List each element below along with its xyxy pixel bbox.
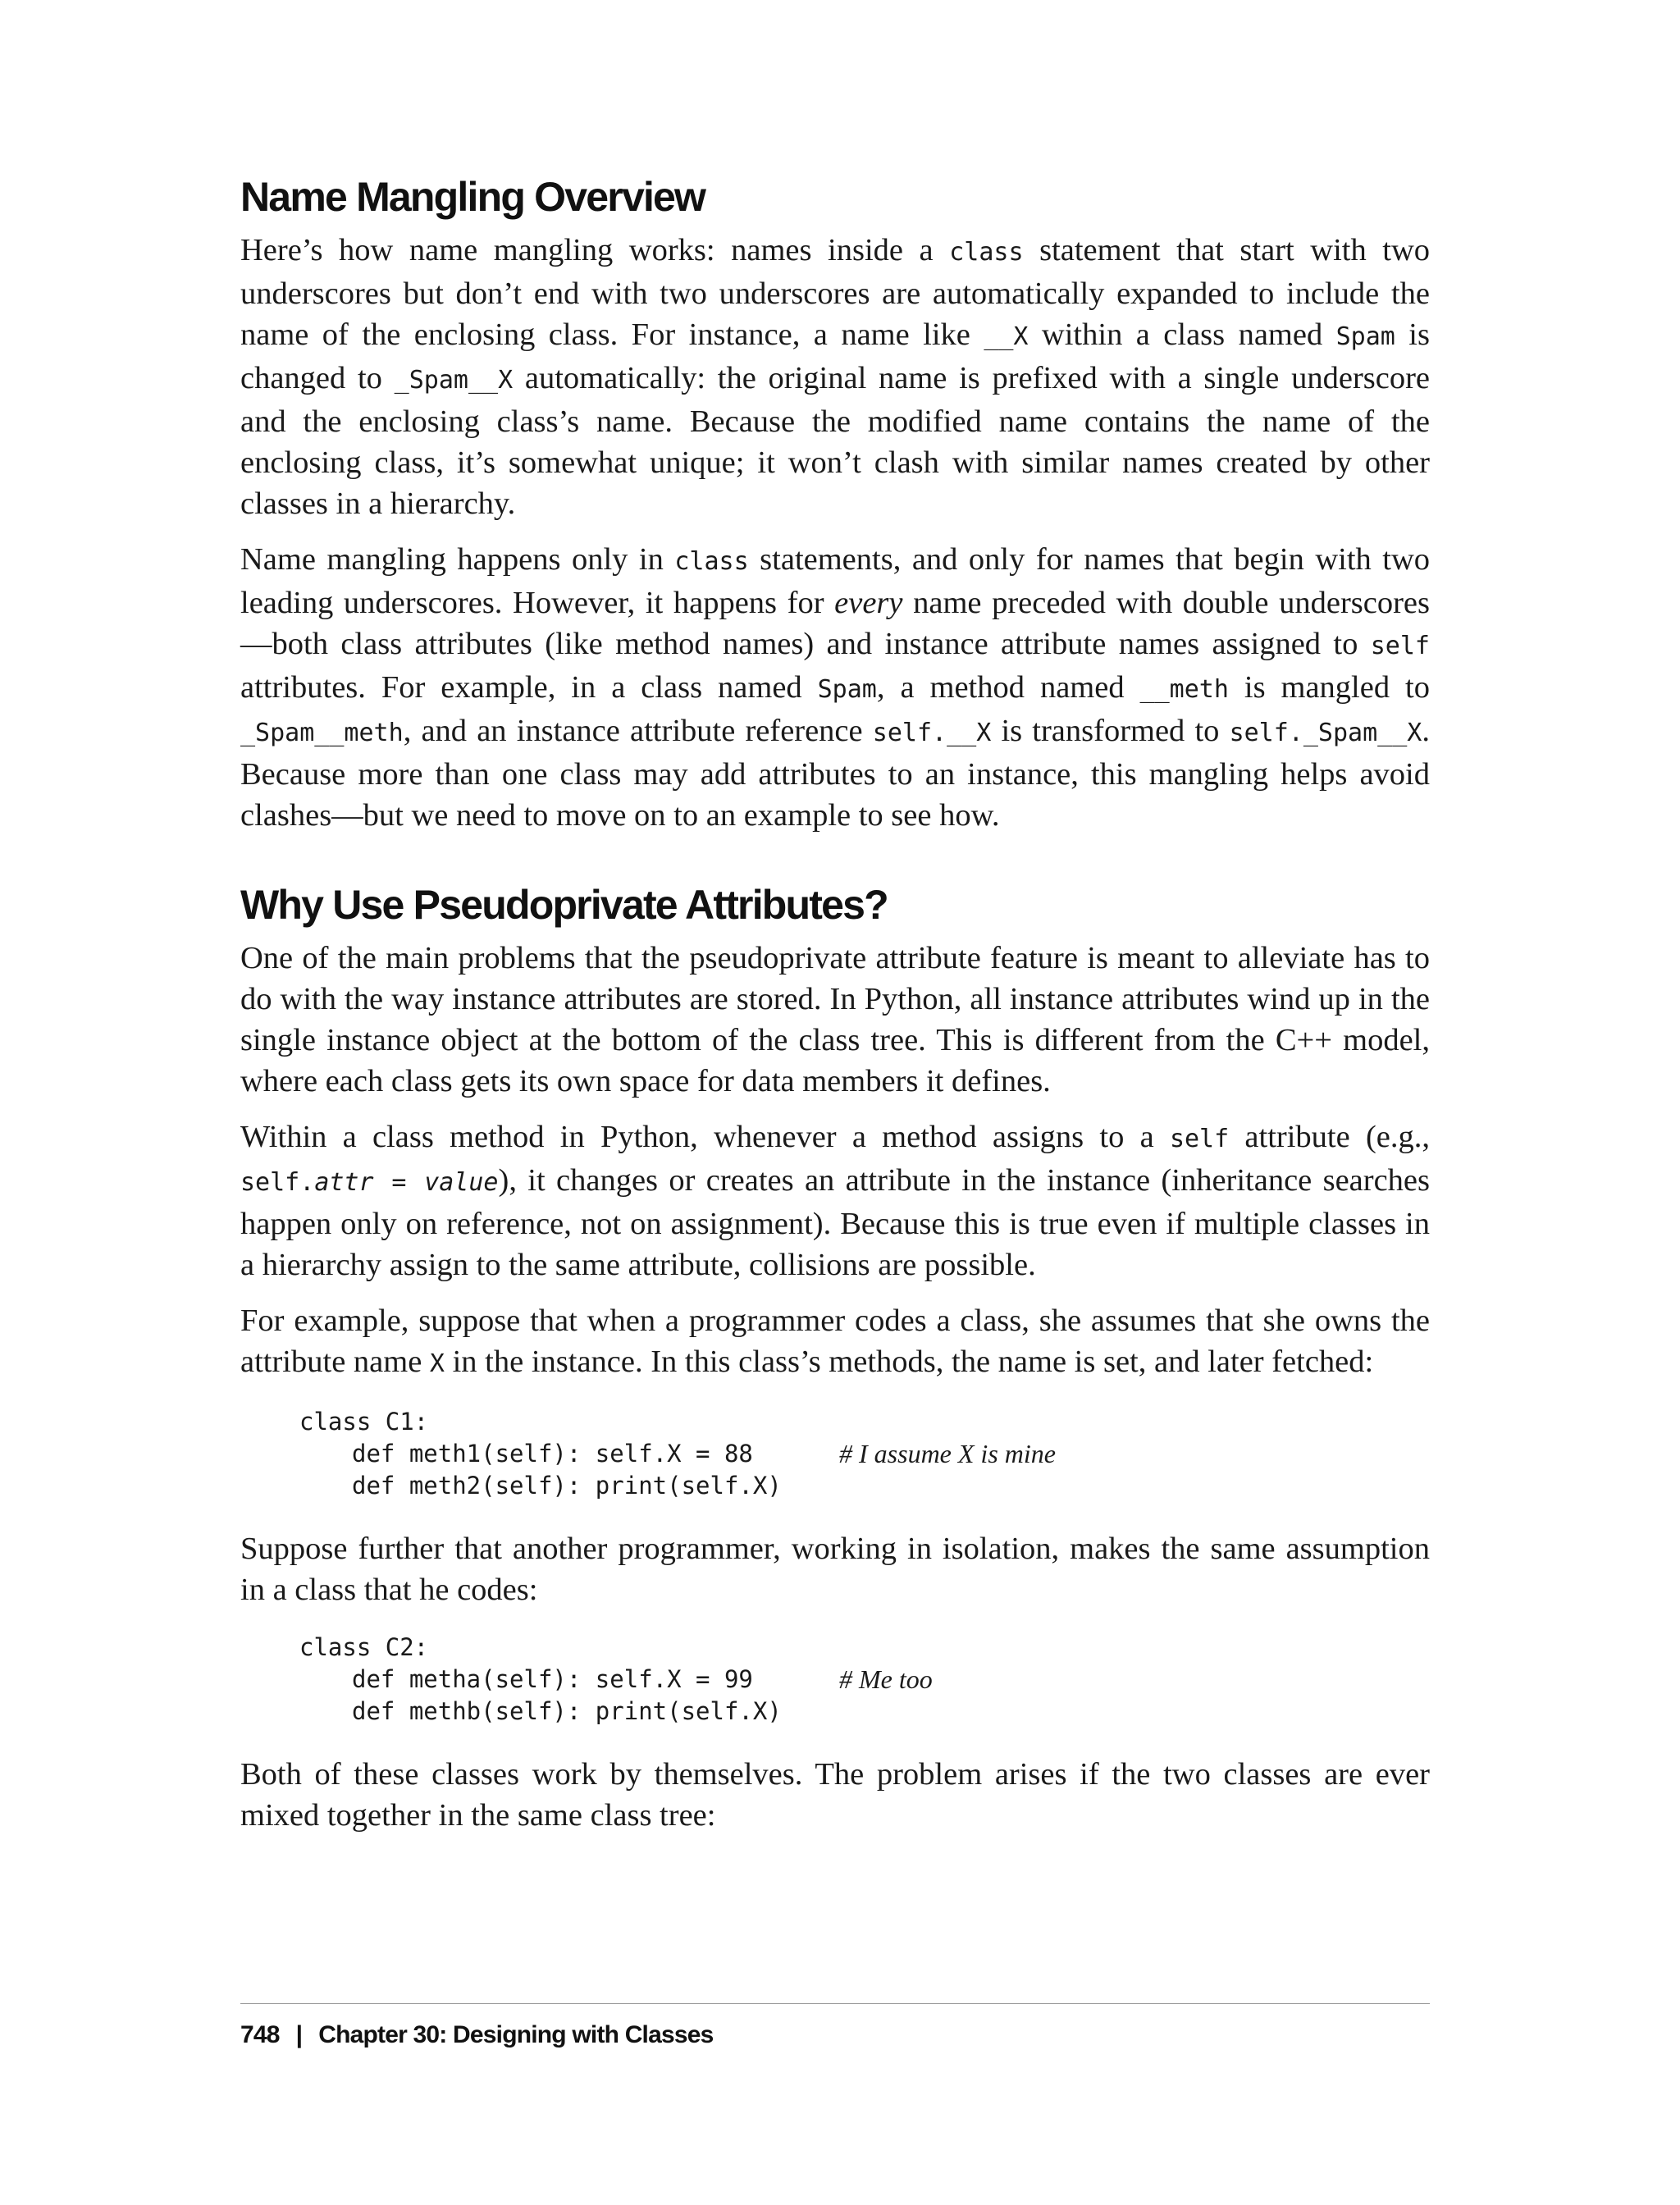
inline-code: Spam [1335, 322, 1395, 351]
paragraph: Name mangling happens only in class statements, and only for names that begin with two leading underscores. However, it happens for every name preceded with double underscores—both class attributes (like method names) and instance attribute names assigned to self attributes. For example, in a class named Spam, a method named __meth is mangled to _Spam__meth, and an instance attribute reference self.__X is transformed to self._Spam__X. Because more than one class may add attributes to an instance, this mangling helps avoid clashes—but we need to move on to an example to see how. [240, 542, 1431, 833]
page-content [240, 164, 1430, 1851]
inline-code: self [1169, 1125, 1230, 1153]
paragraph: For example, suppose that when a programmer codes a class, she assumes that she owns the attribute name X in the instance. In this class’s methods, the name is set, and later fetched: [240, 1303, 1430, 1379]
code-line: def metha(self): self.X = 99 # Me too [352, 1664, 933, 1694]
code-line: def meth1(self): self.X = 88 # I assume X is mine [352, 1439, 1056, 1468]
code-comment: # I assume X is mine [839, 1439, 1056, 1468]
inline-code: X [429, 1349, 445, 1378]
section-heading-name-mangling: Name Mangling Overview [240, 174, 705, 220]
emphasis: every [834, 586, 903, 620]
inline-code: class [674, 547, 749, 576]
inline-code: Spam [817, 675, 877, 704]
code-line: class C1: [299, 1408, 429, 1436]
page-number: 748 [240, 2021, 280, 2048]
paragraph: Suppose further that another programmer, working in isolation, makes the same assumption in a class that he codes: [240, 1532, 1430, 1607]
inline-code: _Spam__X [394, 366, 514, 395]
code-line: def meth2(self): print(self.X) [352, 1472, 782, 1500]
inline-code: attr [314, 1168, 374, 1197]
inline-code: __X [984, 322, 1029, 351]
chapter-title: Chapter 30: Designing with Classes [318, 2021, 714, 2048]
code-comment: # Me too [839, 1664, 933, 1694]
inline-code: self._Spam__X [1229, 719, 1422, 747]
inline-code: = [373, 1168, 425, 1197]
inline-code: self.__X [872, 719, 992, 747]
code-block-c1 [299, 1406, 1430, 1502]
footer-separator: | [295, 2021, 303, 2048]
code-line: class C2: [299, 1633, 429, 1661]
inline-code: self. [240, 1168, 315, 1197]
paragraph: Within a class method in Python, whenever a method assigns to a self attribute (e.g., self.attr = value), it changes or creates an attribute in the instance (inheritance searches happen only on reference, not on assignment). Because this is true even if multiple classes in a hierarchy assign to the same attribute, collisions are possible. [240, 1120, 1431, 1282]
section-heading-pseudoprivate: Why Use Pseudoprivate Attributes? [240, 882, 888, 928]
code-line: def methb(self): print(self.X) [352, 1697, 782, 1725]
paragraph: One of the main problems that the pseudoprivate attribute feature is meant to alleviate has to do with the way instance attributes are stored. In Python, all instance attributes wind up in the single instance object at the bottom of the class tree. This is different from the C++ model, where each class gets its own space for data members it defines. [240, 941, 1430, 1098]
inline-code: _Spam__meth [240, 719, 404, 747]
paragraph: Both of these classes work by themselves. The problem arises if the two classes are ever mixed together in the same class tree: [240, 1757, 1430, 1833]
footer-divider [240, 2003, 1430, 2004]
code-block-c2 [299, 1632, 1430, 1728]
inline-code: class [949, 238, 1024, 267]
inline-code: value [424, 1168, 499, 1197]
inline-code: self [1370, 632, 1430, 660]
page-footer [240, 2021, 714, 2049]
paragraph: Here’s how name mangling works: names inside a class statement that start with two underscores but don’t end with two underscores are automatically expanded to include the name of the enclosing class. For instance, a name like __X within a class named Spam is changed to _Spam__X automatically: the original name is prefixed with a single underscore and the enclosing class’s name. Because the modified name contains the name of the enclosing class, it’s somewhat unique; it won’t clash with similar names created by other classes in a hierarchy. [240, 233, 1431, 521]
inline-code: __meth [1139, 675, 1229, 704]
